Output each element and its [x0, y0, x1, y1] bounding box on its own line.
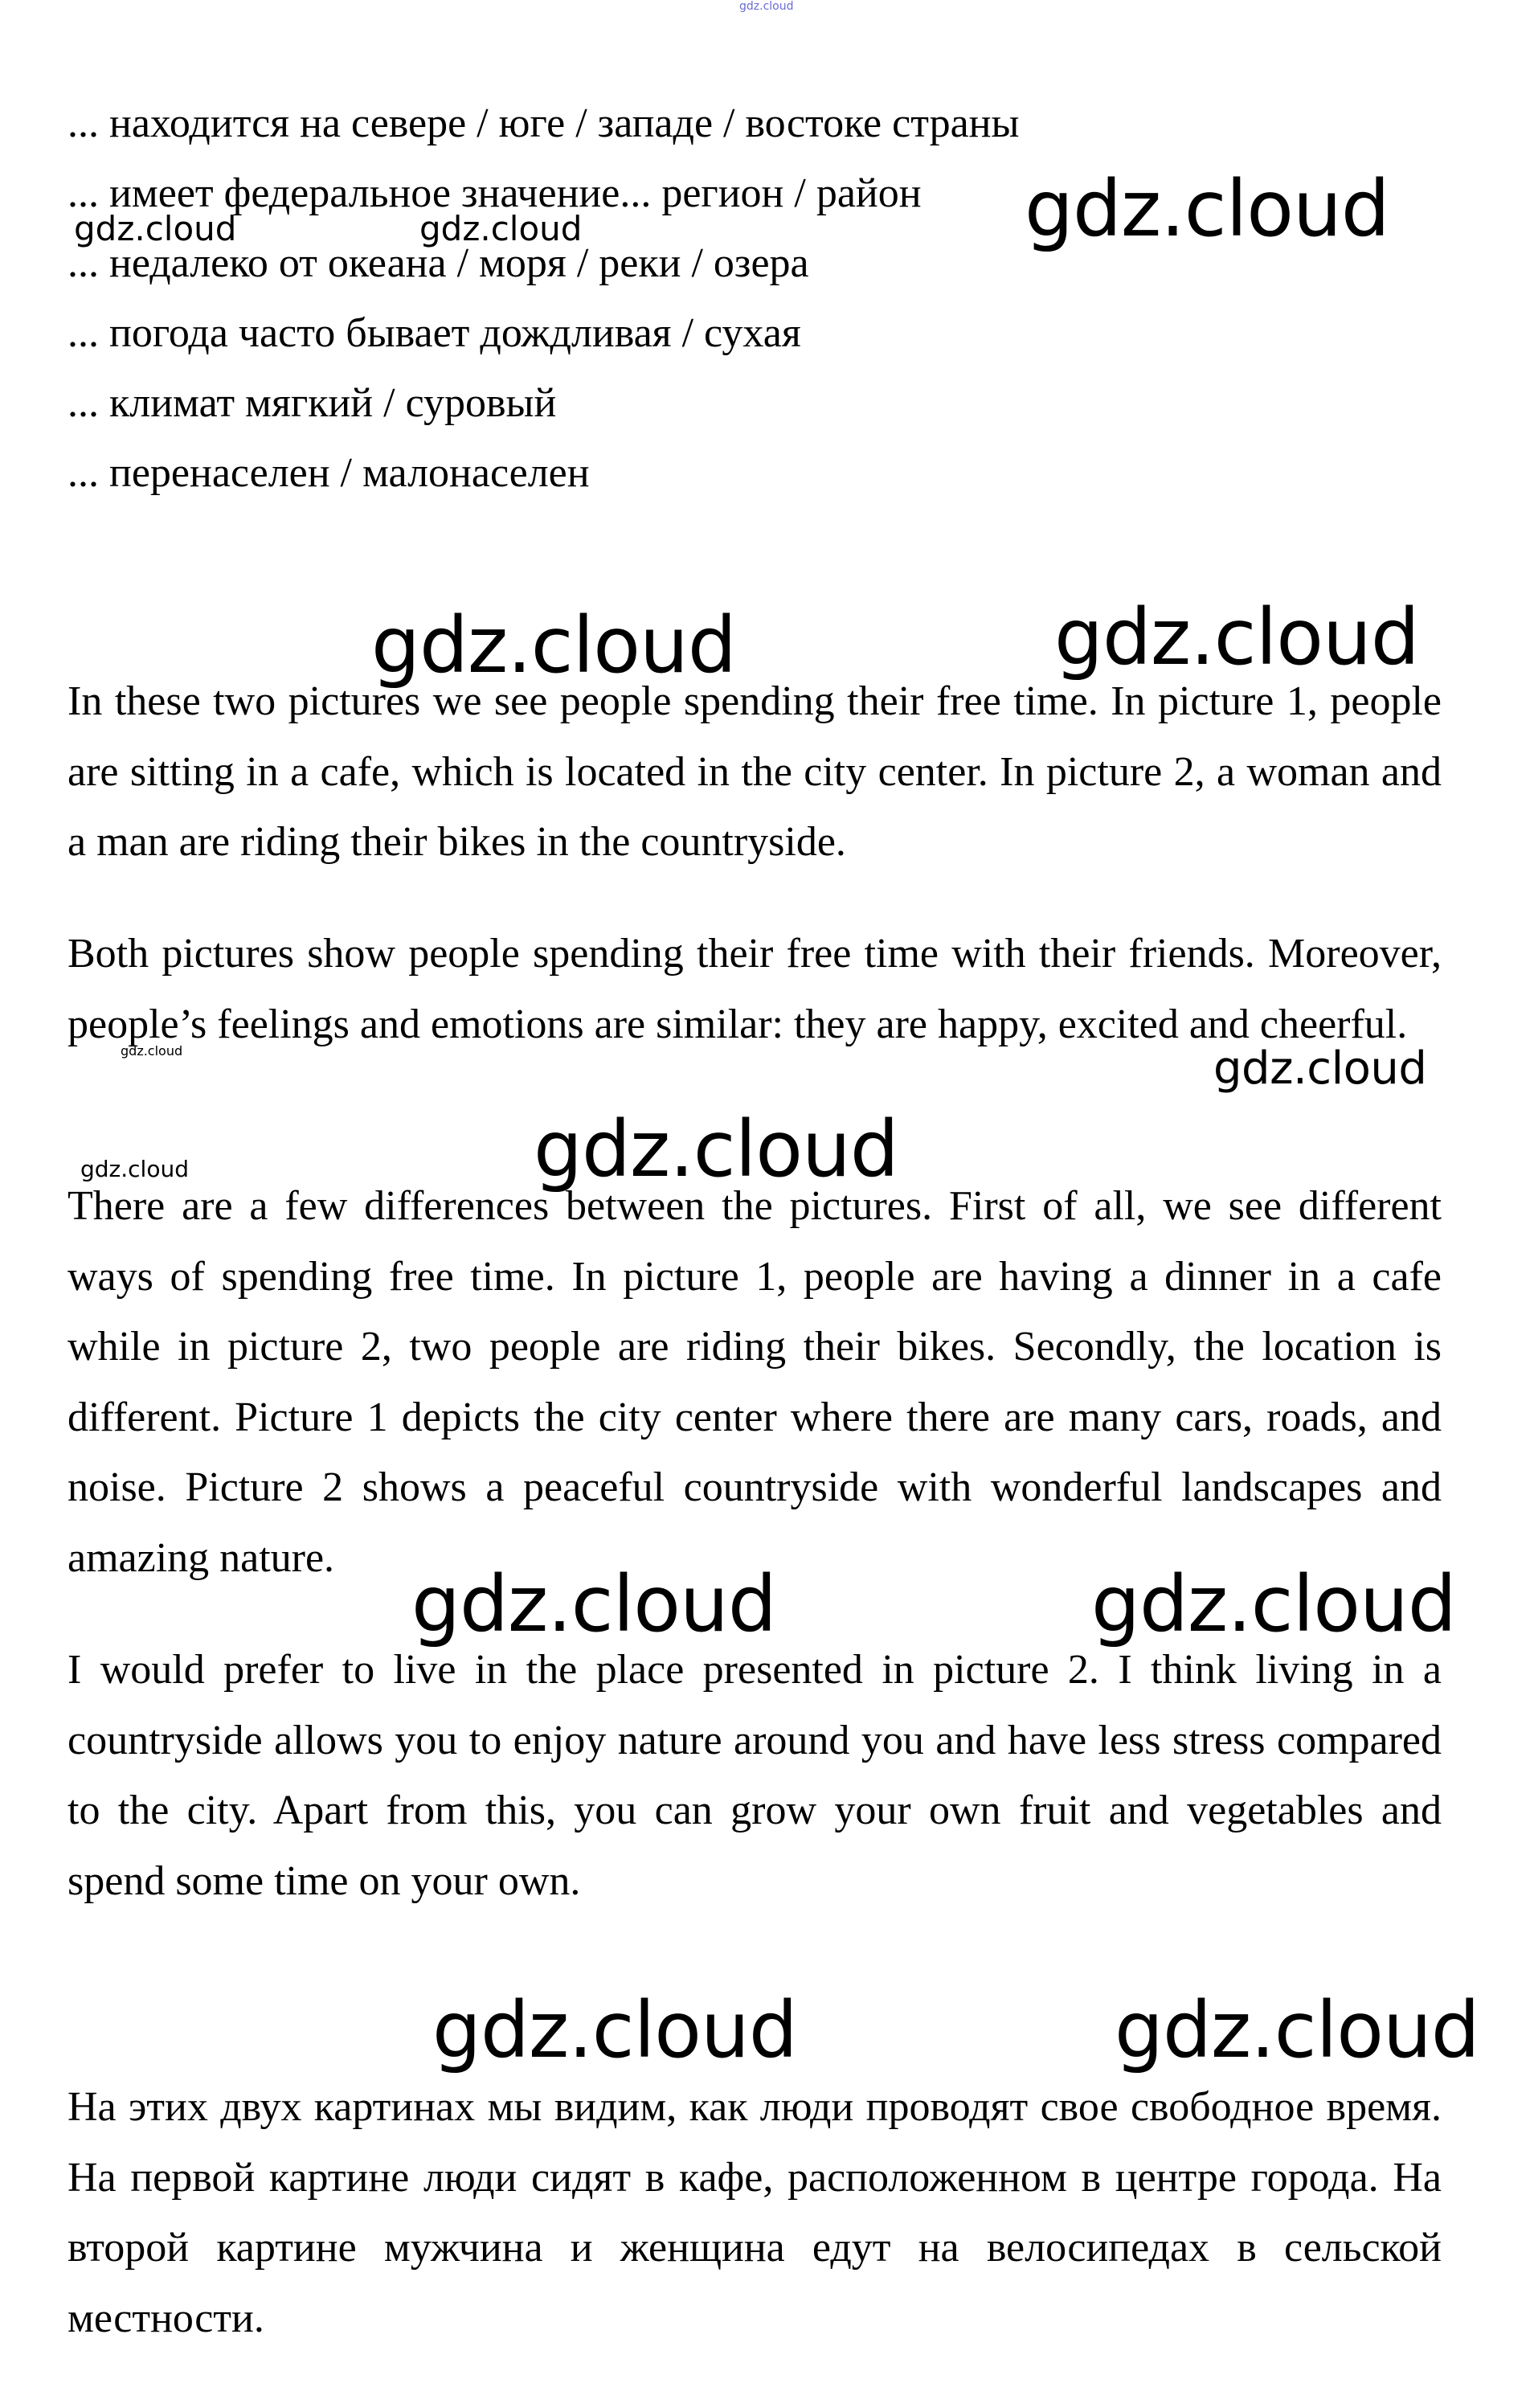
phrase-line: ... погода часто бывает дождливая / сухая	[67, 310, 801, 356]
watermark: gdz.cloud	[1091, 1559, 1456, 1649]
paragraph: I would prefer to live in the place presented in picture 2. I think living in a countryside allows you to enjoy nature around you and have less stress compared to the city. Apart from this, you can grow your own fruit and vegetables and spend some time on your own.	[67, 1647, 1442, 1904]
phrase-line: ... имеет федеральное значение... регион / район	[67, 170, 922, 216]
watermark: gdz.cloud	[1115, 1985, 1479, 2075]
phrase-line: ... перенаселен / малонаселен	[67, 450, 590, 496]
watermark: gdz.cloud	[432, 1985, 797, 2075]
watermark: gdz.cloud	[371, 600, 736, 690]
phrase-line: ... недалеко от океана / моря / реки / озера	[67, 240, 809, 286]
watermark: gdz.cloud	[419, 209, 583, 248]
paragraph: На этих двух картинах мы видим, как люди проводят свое свободное время. На первой картине люди сидят в кафе, расположенном в центре города. На второй картине мужчина и женщина едут на велосипедах в сельской местности.	[67, 2084, 1442, 2341]
watermark-top: gdz.cloud	[739, 0, 794, 13]
watermark: gdz.cloud	[121, 1043, 183, 1059]
watermark: gdz.cloud	[1213, 1042, 1427, 1095]
watermark: gdz.cloud	[411, 1559, 776, 1649]
phrase-line: ... находится на севере / юге / западе / востоке страны	[67, 100, 1020, 146]
paragraph: There are a few differences between the pictures. First of all, we see different ways of spending free time. In picture 1, people are having a dinner in a cafe while in picture 2, two people are riding their bikes. Secondly, the location is different. Picture 1 depicts the city center where there are many cars, roads, and noise. Picture 2 shows a peaceful countryside with wonderful landscapes and amazing nature.	[67, 1183, 1442, 1581]
watermark: gdz.cloud	[80, 1156, 189, 1182]
watermark: gdz.cloud	[1054, 592, 1419, 682]
watermark: gdz.cloud	[534, 1104, 898, 1194]
phrase-line: ... климат мягкий / суровый	[67, 380, 557, 426]
watermark: gdz.cloud	[1025, 164, 1389, 254]
paragraph: In these two pictures we see people spending their free time. In picture 1, people are sitting in a cafe, which is located in the city center. In picture 2, a woman and a man are riding their bikes in the countryside.	[67, 678, 1442, 865]
paragraph: Both pictures show people spending their free time with their friends. Moreover, people’s feelings and emotions are similar: they are happy, excited and cheerful.	[67, 931, 1442, 1047]
watermark: gdz.cloud	[74, 209, 237, 248]
